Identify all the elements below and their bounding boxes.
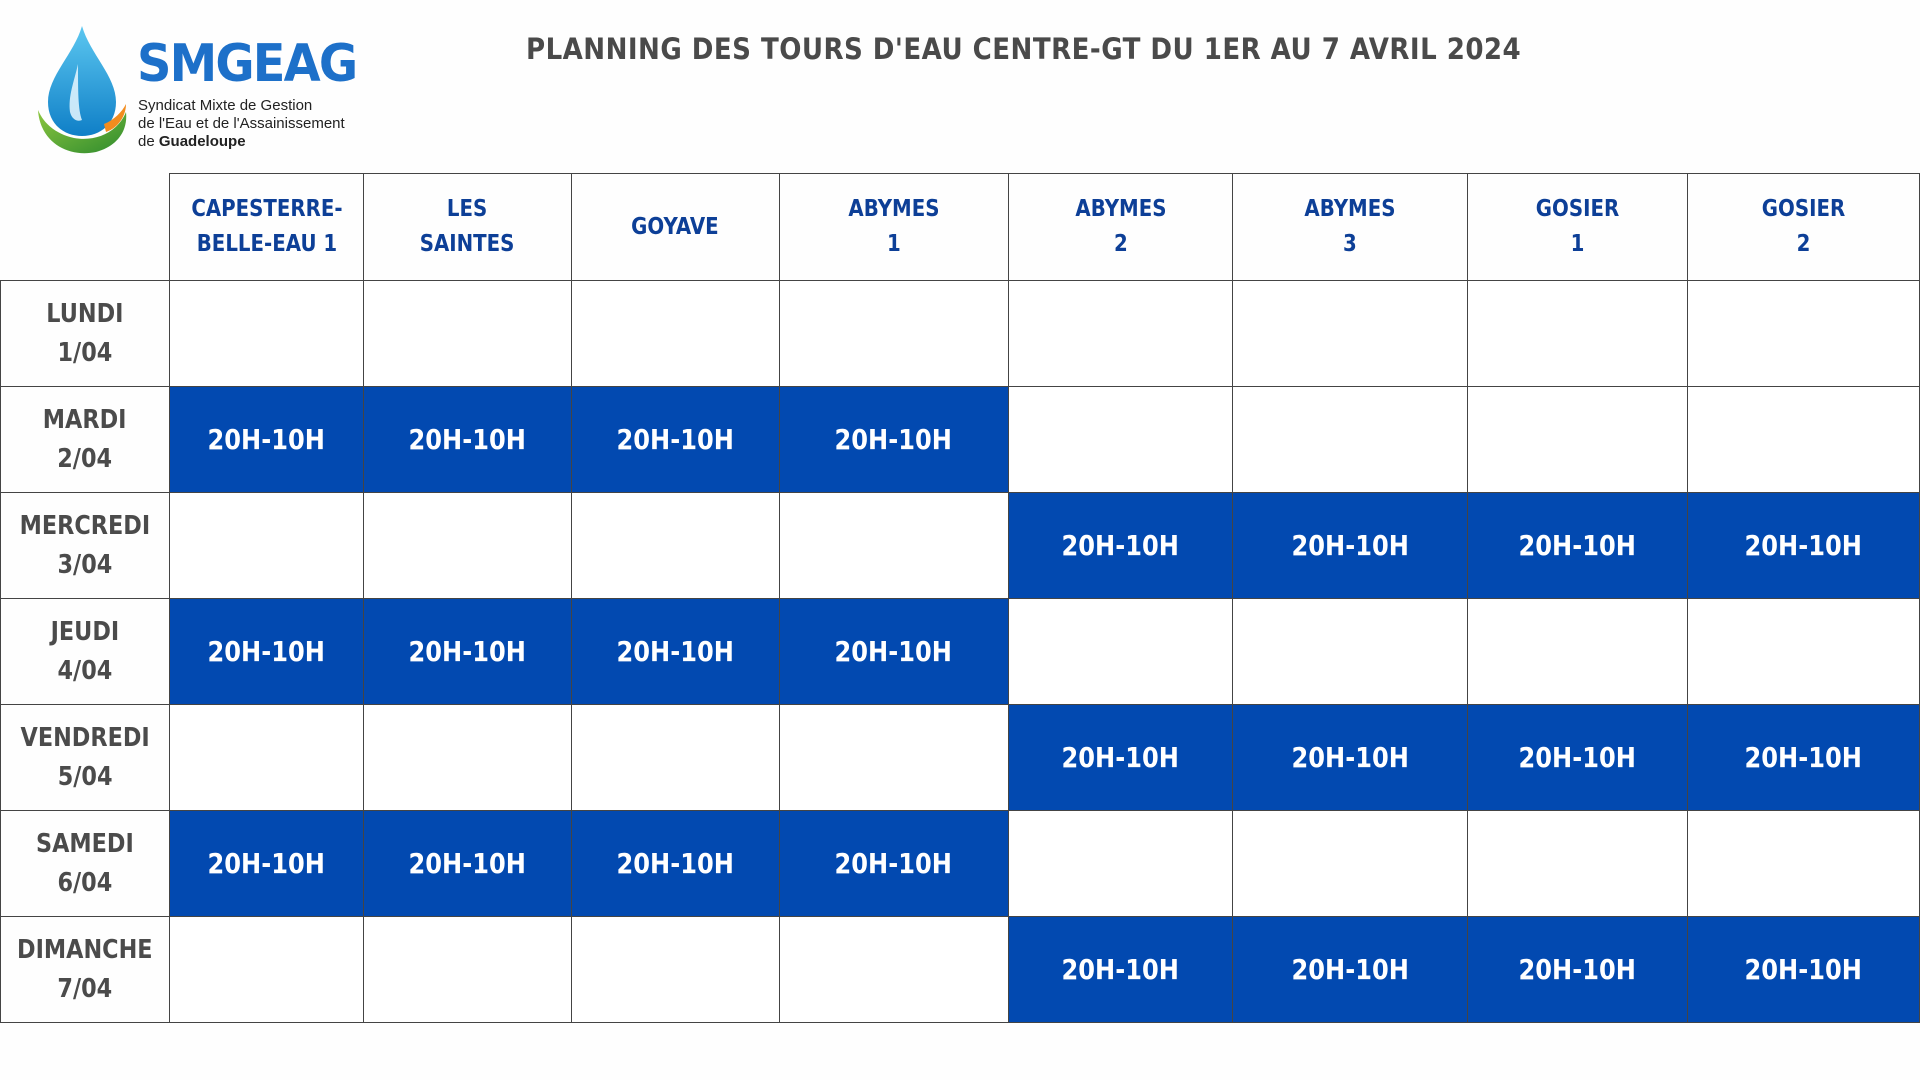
time-slot: 20H-10H bbox=[408, 423, 527, 456]
schedule-cell bbox=[571, 811, 779, 917]
schedule-cell bbox=[363, 811, 571, 917]
schedule-cell bbox=[1008, 811, 1233, 917]
day-label: JEUDI 4/04 bbox=[1, 599, 170, 705]
table-row bbox=[1, 387, 1920, 493]
schedule-cell bbox=[169, 811, 363, 917]
schedule-cell bbox=[1233, 917, 1468, 1023]
schedule-cell bbox=[1688, 281, 1920, 387]
time-slot: 20H-10H bbox=[1291, 741, 1409, 774]
schedule-cell bbox=[779, 493, 1008, 599]
schedule-cell bbox=[1468, 811, 1688, 917]
schedule-cell bbox=[1468, 917, 1688, 1023]
day-label: DIMANCHE 7/04 bbox=[1, 917, 170, 1023]
time-slot: 20H-10H bbox=[1744, 953, 1863, 986]
time-slot: 20H-10H bbox=[1061, 741, 1180, 774]
day-label: MERCREDI 3/04 bbox=[1, 493, 170, 599]
table-row bbox=[1, 599, 1920, 705]
corner-cell bbox=[1, 174, 170, 281]
schedule-cell bbox=[571, 599, 779, 705]
time-slot: 20H-10H bbox=[1291, 953, 1409, 986]
time-slot: 20H-10H bbox=[207, 423, 326, 456]
schedule-cell bbox=[1468, 493, 1688, 599]
time-slot: 20H-10H bbox=[1519, 529, 1637, 562]
time-slot: 20H-10H bbox=[1519, 741, 1637, 774]
page-title: PLANNING DES TOURS D'EAU CENTRE-GT DU 1ER AU 7 AVRIL 2024 bbox=[526, 32, 1522, 66]
schedule-cell bbox=[571, 917, 779, 1023]
schedule-cell bbox=[1008, 705, 1233, 811]
schedule-cell bbox=[1233, 493, 1468, 599]
schedule-cell bbox=[571, 493, 779, 599]
schedule-cell bbox=[363, 281, 571, 387]
schedule-cell bbox=[1468, 705, 1688, 811]
schedule-cell bbox=[1233, 599, 1468, 705]
time-slot: 20H-10H bbox=[1744, 529, 1863, 562]
schedule-cell bbox=[169, 599, 363, 705]
schedule-cell bbox=[1468, 281, 1688, 387]
column-header: GOYAVE bbox=[571, 174, 779, 281]
schedule-cell bbox=[1468, 599, 1688, 705]
time-slot: 20H-10H bbox=[834, 847, 953, 880]
schedule-cell bbox=[169, 917, 363, 1023]
schedule-cell bbox=[571, 281, 779, 387]
time-slot: 20H-10H bbox=[1061, 953, 1180, 986]
column-header: CAPESTERRE- BELLE-EAU 1 bbox=[169, 174, 363, 281]
table-row bbox=[1, 281, 1920, 387]
schedule-cell bbox=[1233, 811, 1468, 917]
schedule-cell bbox=[1233, 705, 1468, 811]
schedule-cell bbox=[1688, 387, 1920, 493]
schedule-cell bbox=[779, 599, 1008, 705]
column-header: GOSIER 1 bbox=[1468, 174, 1688, 281]
column-header: ABYMES 2 bbox=[1008, 174, 1233, 281]
schedule-cell bbox=[779, 387, 1008, 493]
schedule-cell bbox=[169, 493, 363, 599]
schedule-cell bbox=[779, 281, 1008, 387]
schedule-cell bbox=[363, 599, 571, 705]
schedule-cell bbox=[363, 493, 571, 599]
schedule-cell bbox=[363, 705, 571, 811]
table-row bbox=[1, 493, 1920, 599]
header-row bbox=[1, 174, 1920, 281]
time-slot: 20H-10H bbox=[834, 635, 953, 668]
time-slot: 20H-10H bbox=[1519, 953, 1637, 986]
table-row bbox=[1, 917, 1920, 1023]
schedule-cell bbox=[169, 281, 363, 387]
logo-brand-text: SMGEAG bbox=[137, 34, 357, 94]
schedule-cell bbox=[169, 387, 363, 493]
schedule-cell bbox=[571, 705, 779, 811]
schedule-cell bbox=[1688, 917, 1920, 1023]
schedule-cell bbox=[1688, 599, 1920, 705]
schedule-cell bbox=[1008, 493, 1233, 599]
schedule-cell bbox=[1688, 493, 1920, 599]
schedule-cell bbox=[1008, 917, 1233, 1023]
schedule-cell bbox=[363, 387, 571, 493]
schedule-cell bbox=[363, 917, 571, 1023]
schedule-cell bbox=[1008, 387, 1233, 493]
schedule-cell bbox=[1468, 387, 1688, 493]
time-slot: 20H-10H bbox=[408, 847, 527, 880]
day-label: MARDI 2/04 bbox=[1, 387, 170, 493]
water-drop-icon bbox=[34, 24, 134, 160]
time-slot: 20H-10H bbox=[834, 423, 953, 456]
column-header: ABYMES 3 bbox=[1233, 174, 1468, 281]
schedule-cell bbox=[1688, 705, 1920, 811]
schedule-cell bbox=[779, 917, 1008, 1023]
smgeag-logo bbox=[34, 24, 374, 160]
schedule-cell bbox=[779, 811, 1008, 917]
schedule-cell bbox=[1233, 387, 1468, 493]
schedule-cell bbox=[1008, 281, 1233, 387]
schedule-cell bbox=[571, 387, 779, 493]
time-slot: 20H-10H bbox=[616, 423, 734, 456]
time-slot: 20H-10H bbox=[616, 635, 734, 668]
schedule-cell bbox=[1008, 599, 1233, 705]
column-header: LES SAINTES bbox=[363, 174, 571, 281]
day-label: VENDREDI 5/04 bbox=[1, 705, 170, 811]
day-label: SAMEDI 6/04 bbox=[1, 811, 170, 917]
time-slot: 20H-10H bbox=[408, 635, 527, 668]
logo-tagline: Syndicat Mixte de Gestion de l'Eau et de l'Assainissement de Guadeloupe bbox=[138, 97, 345, 150]
time-slot: 20H-10H bbox=[1291, 529, 1409, 562]
time-slot: 20H-10H bbox=[616, 847, 734, 880]
time-slot: 20H-10H bbox=[207, 847, 326, 880]
column-header: GOSIER 2 bbox=[1688, 174, 1920, 281]
schedule-table bbox=[0, 173, 1920, 1023]
schedule-cell bbox=[1688, 811, 1920, 917]
column-header: ABYMES 1 bbox=[779, 174, 1008, 281]
schedule-cell bbox=[169, 705, 363, 811]
time-slot: 20H-10H bbox=[1744, 741, 1863, 774]
day-label: LUNDI 1/04 bbox=[1, 281, 170, 387]
schedule-cell bbox=[1233, 281, 1468, 387]
table-row bbox=[1, 811, 1920, 917]
time-slot: 20H-10H bbox=[207, 635, 326, 668]
time-slot: 20H-10H bbox=[1061, 529, 1180, 562]
table-row bbox=[1, 705, 1920, 811]
schedule-cell bbox=[779, 705, 1008, 811]
